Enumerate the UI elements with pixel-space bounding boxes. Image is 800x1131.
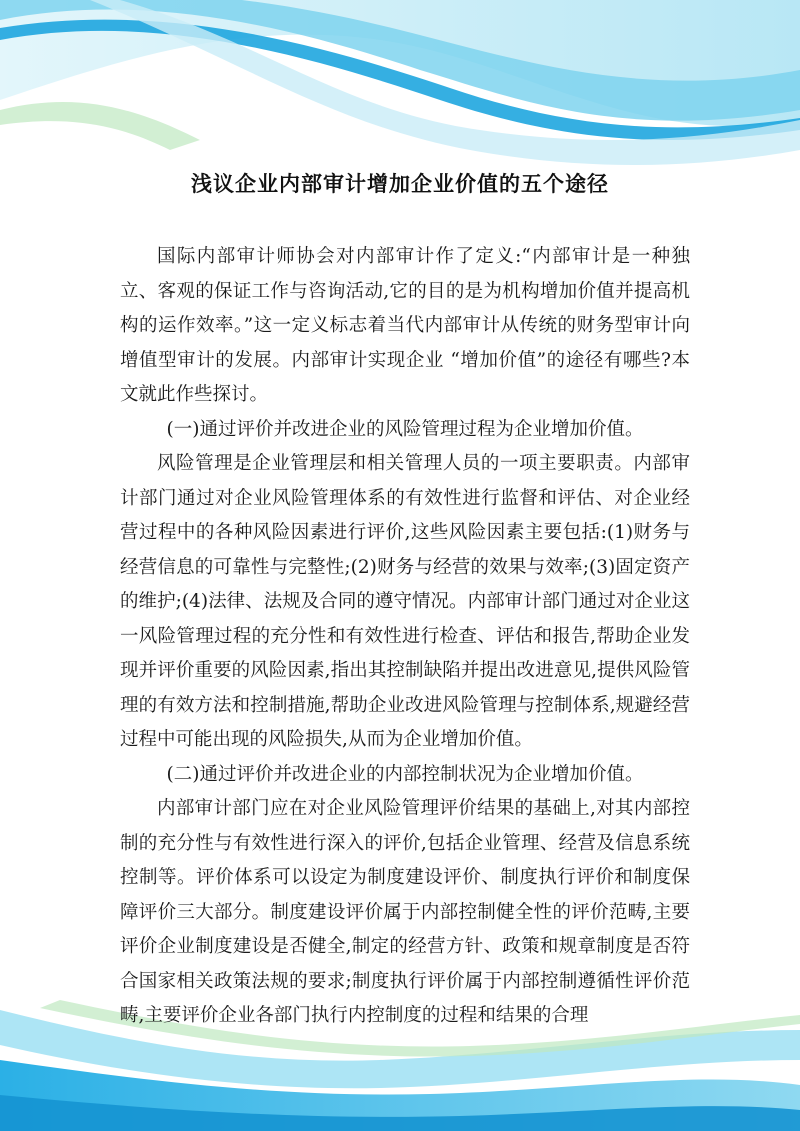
- section-2-paragraph: 内部审计部门应在对企业风险管理评价结果的基础上,对其内部控制的充分性与有效性进行深入的评价,包括企业管理、经营及信息系统控制等。评价体系可以设定为制度建设评价、制度执行评价和制度保障评价三大部分。制度建设评价属于内部控制健全性的评价范畴,主要评价企业制度建设是否健全,制定的经营方针、政策和规章制度是否符合国家相关政策法规的要求;制度执行评价属于内部控制遵循性评价范畴,主要评价企业各部门执行内控制度的过程和结果的合理: [120, 798, 690, 1026]
- document-title: 浅议企业内部审计增加企业价值的五个途径: [191, 172, 609, 196]
- intro-paragraph: 国际内部审计师协会对内部审计作了定义:“内部审计是一种独立、客观的保证工作与咨询活动,它的目的是为机构增加价值并提高机构的运作效率。”这一定义标志着当代内部审计从传统的财务型审计向增值型审计的发展。内部审计实现企业 “增加价值”的途径有哪些?本文就此作些探讨。: [120, 246, 690, 405]
- section-heading-2: (二)通过评价并改进企业的内部控制状况为企业增加价值。: [166, 763, 644, 785]
- document-body: [120, 240, 690, 1034]
- section-1-paragraph: 风险管理是企业管理层和相关管理人员的一项主要职责。内部审计部门通过对企业风险管理体系的有效性进行监督和评估、对企业经营过程中的各种风险因素进行评价,这些风险因素主要包括:(1)财务与经营信息的可靠性与完整性;(2)财务与经营的效果与效率;(3)固定资产的维护;(4)法律、法规及合同的遵守情况。内部审计部门通过对企业这一风险管理过程的充分性和有效性进行检查、评估和报告,帮助企业发现并评价重要的风险因素,指出其控制缺陷并提出改进意见,提供风险管理的有效方法和控制措施,帮助企业改进风险管理与控制体系,规避经营过程中可能出现的风险损失,从而为企业增加价值。: [120, 453, 690, 750]
- section-heading-1: (一)通过评价并改进企业的风险管理过程为企业增加价值。: [166, 418, 644, 440]
